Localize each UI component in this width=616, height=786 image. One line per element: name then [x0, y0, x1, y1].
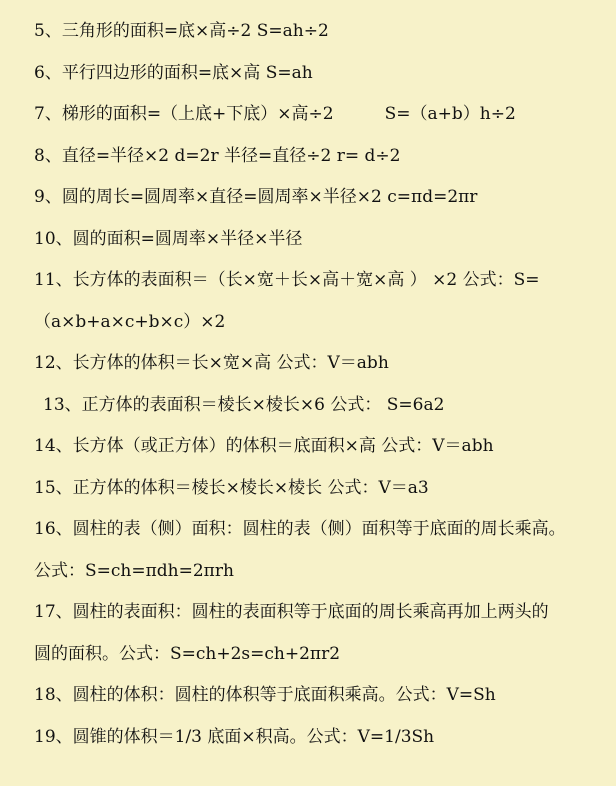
formula-line-6: 6、平行四边形的面积=底×高 S=ah — [34, 63, 313, 83]
formula-line-14: 14、长方体（或正方体）的体积＝底面积×高 公式：V＝abh — [34, 436, 494, 456]
formula-line-18: 18、圆柱的体积：圆柱的体积等于底面积乘高。公式：V=Sh — [34, 685, 496, 705]
formula-line-15: 15、正方体的体积＝棱长×棱长×棱长 公式：V＝a3 — [34, 478, 429, 498]
formula-line-7: 7、梯形的面积=（上底+下底）×高÷2 S=（a+b）h÷2 — [34, 104, 516, 124]
formula-line-19: 19、圆锥的体积＝1/3 底面×积高。公式：V=1/3Sh — [34, 727, 435, 747]
formula-line-13: 13、正方体的表面积＝棱长×棱长×6 公式： S=6a2 — [43, 395, 445, 415]
formula-line-12: 12、长方体的体积＝长×宽×高 公式：V＝abh — [34, 353, 389, 373]
formula-line-9: 9、圆的周长=圆周率×直径=圆周率×半径×2 c=πd=2πr — [34, 187, 478, 207]
formula-line-17: 17、圆柱的表面积：圆柱的表面积等于底面的周长乘高再加上两头的 — [34, 602, 549, 622]
formula-line-11-cont: （a×b+a×c+b×c）×2 — [34, 312, 226, 332]
formula-line-16-cont: 公式：S=ch=πdh=2πrh — [34, 561, 234, 581]
formula-line-16: 16、圆柱的表（侧）面积：圆柱的表（侧）面积等于底面的周长乘高。 — [34, 519, 566, 539]
formula-line-8: 8、直径=半径×2 d=2r 半径=直径÷2 r= d÷2 — [34, 146, 401, 166]
formula-line-11: 11、长方体的表面积＝（长×宽＋长×高＋宽×高 ） ×2 公式：S= — [34, 270, 540, 290]
formula-line-17-cont: 圆的面积。公式：S=ch+2s=ch+2πr2 — [34, 644, 341, 664]
formula-line-10: 10、圆的面积=圆周率×半径×半径 — [34, 229, 303, 249]
formula-line-5: 5、三角形的面积=底×高÷2 S=ah÷2 — [34, 21, 329, 41]
